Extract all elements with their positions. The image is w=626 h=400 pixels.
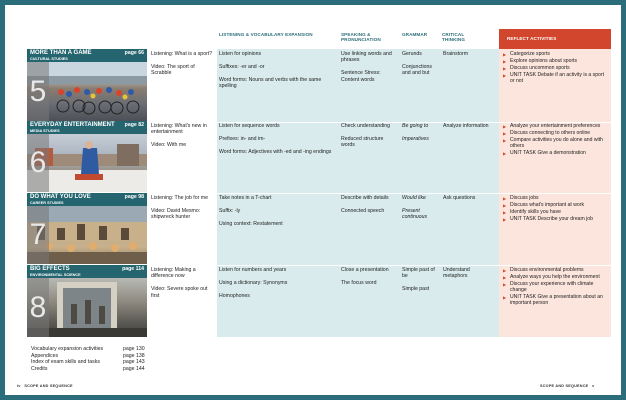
reflect-list bbox=[503, 52, 609, 86]
reflect-item: ▶ Discuss connecting to others online bbox=[503, 131, 609, 137]
reflect-item: ▶ Identify skills you have bbox=[503, 210, 609, 216]
unit-number: 5 bbox=[27, 62, 49, 121]
unit-row-6 bbox=[5, 121, 621, 193]
grammar-cell: Simple past of be Simple past bbox=[402, 267, 435, 293]
index-entry[interactable] bbox=[31, 359, 171, 366]
unit-number: 6 bbox=[27, 134, 49, 192]
reflect-item: ▶ Discuss what's important at work bbox=[503, 203, 609, 209]
grammar-cell: Be going to Imperatives bbox=[402, 123, 429, 142]
scope-and-sequence-page bbox=[5, 5, 621, 395]
reflect-item: ▶ Discuss environmental problems bbox=[503, 268, 609, 274]
listening-cell: Listen for opinions Suffixes: -er and -or Word forms: Nouns and verbs with the same spelling bbox=[219, 51, 322, 90]
reflect-item: ▶ UNIT TASK Describe your dream job bbox=[503, 217, 609, 223]
reflect-item: ▶ Explore opinions about sports bbox=[503, 59, 609, 65]
speaking-cell: Use linking words and phrases Sentence Stress: Content words bbox=[341, 51, 392, 83]
unit-header[interactable] bbox=[27, 265, 147, 278]
footer-right bbox=[540, 384, 594, 388]
listening-cell: Take notes in a T-chart Suffix: -ly Using context: Restatement bbox=[219, 195, 283, 227]
listening-cell: Listen for sequence words Prefixes: in- and im- Word forms: Adjectives with -ed and -ing endings bbox=[219, 123, 332, 155]
index-label: Index of exam skills and tasks bbox=[31, 359, 100, 366]
unit-subject: CAREER STUDIES bbox=[30, 201, 64, 205]
unit-title: EVERYDAY ENTERTAINMENT bbox=[30, 122, 115, 128]
reflect-item: ▶ Analyze ways you help the environment bbox=[503, 275, 609, 281]
reflect-item: ▶ Categorize sports bbox=[503, 52, 609, 58]
index-label: Vocabulary expansion activities bbox=[31, 346, 104, 352]
index-page: page 144 bbox=[123, 365, 145, 372]
header-critical-thinking: CRITICAL THINKING bbox=[442, 32, 466, 43]
critical-cell: Analyze information bbox=[443, 123, 489, 129]
unit-row-5 bbox=[5, 49, 621, 121]
unit-number: 8 bbox=[27, 278, 49, 337]
unit-topics: Listening: Making a difference now Video: Severe spoke out first bbox=[151, 267, 208, 299]
reflect-item: ▶ Discuss jobs bbox=[503, 196, 609, 202]
unit-page: page 66 bbox=[124, 50, 144, 56]
unit-subject: MEDIA STUDIES bbox=[30, 129, 60, 133]
page-number-left: iv bbox=[17, 384, 21, 388]
reflect-item: ▶ Analyze your entertainment preferences bbox=[503, 124, 609, 130]
unit-header[interactable] bbox=[27, 121, 147, 134]
index-entry[interactable] bbox=[31, 366, 171, 373]
index-label: Credits bbox=[31, 365, 48, 372]
unit-subject: CULTURAL STUDIES bbox=[30, 57, 68, 61]
reflect-item: ▶ Discuss your experience with climate change bbox=[503, 282, 609, 294]
unit-topics: Listening: What's new in entertainment Video: With me bbox=[151, 123, 207, 149]
index-entry[interactable] bbox=[31, 353, 171, 360]
unit-row-7 bbox=[5, 193, 621, 265]
grammar-cell: Would like Present continuous bbox=[402, 195, 428, 221]
index-page: page 130 bbox=[123, 346, 145, 352]
footer-left bbox=[17, 384, 73, 388]
speaking-cell: Describe with details Connected speech bbox=[341, 195, 389, 214]
reflect-item: ▶ Compare activities you do alone and with others bbox=[503, 138, 609, 150]
header-listening: LISTENING & VOCABULARY EXPANSION bbox=[219, 32, 313, 37]
footer-label-right: SCOPE AND SEQUENCE bbox=[540, 384, 589, 388]
reflect-list bbox=[503, 124, 609, 158]
index-page: page 143 bbox=[123, 359, 145, 366]
critical-cell: Understand metaphors bbox=[443, 267, 470, 280]
unit-title: BIG EFFECTS bbox=[30, 266, 70, 272]
reflect-item: ▶ UNIT TASK Debate if an activity is a sport or not bbox=[503, 73, 609, 85]
critical-cell: Ask questions bbox=[443, 195, 476, 201]
unit-row-8 bbox=[5, 265, 621, 337]
unit-page: page 82 bbox=[124, 122, 144, 128]
header-grammar: GRAMMAR bbox=[402, 32, 428, 37]
reflect-item: ▶ Discuss uncommon sports bbox=[503, 66, 609, 72]
unit-subject: ENVIRONMENTAL SCIENCE bbox=[30, 273, 81, 277]
unit-header[interactable] bbox=[27, 193, 147, 206]
header-speaking: SPEAKING & PRONUNCIATION bbox=[341, 32, 381, 43]
index-page: page 138 bbox=[123, 352, 145, 359]
page-number-right: v bbox=[592, 384, 595, 388]
unit-number: 7 bbox=[27, 206, 49, 264]
listening-cell: Listen for numbers and years Using a dictionary: Synonyms Homophones bbox=[219, 267, 288, 299]
reflect-item: ▶ UNIT TASK Give a demonstration bbox=[503, 151, 609, 157]
reflect-list bbox=[503, 268, 609, 308]
unit-topics: Listening: The job for me Video: David Mesmo: shipwreck hunter bbox=[151, 195, 208, 221]
unit-topics: Listening: What is a sport? Video: The sport of Scrabble bbox=[151, 51, 213, 77]
footer-label-left: SCOPE AND SEQUENCE bbox=[24, 384, 73, 388]
grammar-cell: Gerunds Conjunctions and and but bbox=[402, 51, 432, 77]
critical-cell: Brainstorm bbox=[443, 51, 469, 57]
index-label: Appendices bbox=[31, 352, 59, 359]
table-header bbox=[5, 29, 621, 49]
unit-title: MORE THAN A GAME bbox=[30, 50, 92, 56]
speaking-cell: Close a presentation The focus word bbox=[341, 267, 389, 286]
unit-title: DO WHAT YOU LOVE bbox=[30, 194, 91, 200]
header-reflect: REFLECT ACTIVITIES bbox=[499, 29, 611, 49]
unit-header[interactable] bbox=[27, 49, 147, 62]
reflect-list bbox=[503, 196, 609, 224]
back-matter-index bbox=[31, 346, 171, 372]
reflect-item: ▶ UNIT TASK Give a presentation about an important person bbox=[503, 295, 609, 307]
unit-page: page 114 bbox=[122, 266, 144, 272]
speaking-cell: Check understanding Reduced structure words bbox=[341, 123, 391, 149]
index-entry[interactable] bbox=[31, 346, 171, 353]
unit-page: page 98 bbox=[124, 194, 144, 200]
